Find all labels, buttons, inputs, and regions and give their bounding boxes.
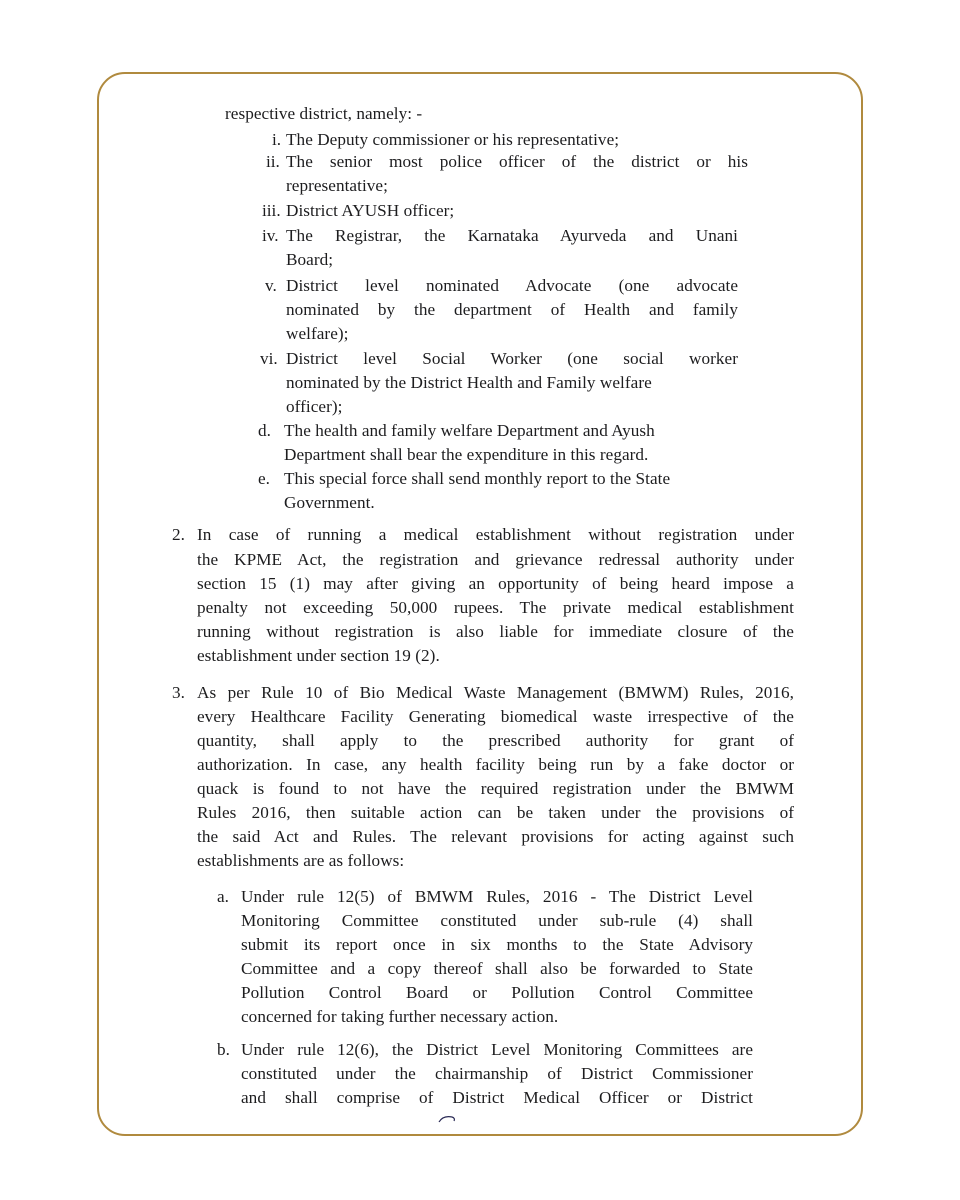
list-item-text: The Registrar, the Karnataka Ayurveda and Unani <box>286 226 738 245</box>
list-marker: d. <box>258 421 271 440</box>
paragraph-line: constituted under the chairmanship of District Commissioner <box>241 1064 753 1083</box>
list-marker: iii. <box>262 201 281 220</box>
list-item-text: District level nominated Advocate (one advocate <box>286 276 738 295</box>
point-number: 2. <box>172 525 185 544</box>
list-item-text: Board; <box>286 250 334 269</box>
paragraph-line: quantity, shall apply to the prescribed authority for grant of <box>197 731 794 750</box>
list-marker: b. <box>217 1040 230 1059</box>
paragraph-line: submit its report once in six months to the State Advisory <box>241 935 753 954</box>
list-item-text: representative; <box>286 176 388 195</box>
list-marker: iv. <box>262 226 279 245</box>
list-item-text: officer); <box>286 397 343 416</box>
paragraph-line: In case of running a medical establishment without registration under <box>197 525 794 544</box>
list-item-text: nominated by the department of Health and family <box>286 300 738 319</box>
paragraph-line: As per Rule 10 of Bio Medical Waste Management (BMWM) Rules, 2016, <box>197 683 794 702</box>
list-marker: v. <box>265 276 277 295</box>
paragraph-line: the KPME Act, the registration and grievance redressal authority under <box>197 550 794 569</box>
list-item-text: District AYUSH officer; <box>286 201 455 220</box>
paragraph-line: establishments are as follows: <box>197 851 405 870</box>
list-item-text: nominated by the District Health and Family welfare <box>286 373 652 392</box>
paragraph-line: Under rule 12(5) of BMWM Rules, 2016 - The District Level <box>241 887 753 906</box>
paragraph-line: running without registration is also liable for immediate closure of the <box>197 622 794 641</box>
paragraph-line: Rules 2016, then suitable action can be taken under the provisions of <box>197 803 794 822</box>
paragraph-line: penalty not exceeding 50,000 rupees. The private medical establishment <box>197 598 794 617</box>
paragraph-line: the said Act and Rules. The relevant provisions for acting against such <box>197 827 794 846</box>
paragraph-line: section 15 (1) may after giving an opportunity of being heard impose a <box>197 574 794 593</box>
paragraph-line: Pollution Control Board or Pollution Control Committee <box>241 983 753 1002</box>
paragraph-line: every Healthcare Facility Generating biomedical waste irrespective of the <box>197 707 794 726</box>
list-item-text: The Deputy commissioner or his representative; <box>286 130 620 149</box>
list-marker: vi. <box>260 349 278 368</box>
list-marker: i. <box>272 130 282 149</box>
list-item-text: The senior most police officer of the district or his <box>286 152 748 171</box>
point-number: 3. <box>172 683 185 702</box>
list-item-text: District level Social Worker (one social worker <box>286 349 738 368</box>
list-marker: a. <box>217 887 229 906</box>
list-item-text: Government. <box>284 493 375 512</box>
list-item-text: The health and family welfare Department and Ayush <box>284 421 655 440</box>
list-item-text: welfare); <box>286 324 349 343</box>
paragraph-line: Monitoring Committee constituted under sub-rule (4) shall <box>241 911 753 930</box>
paragraph-line: concerned for taking further necessary action. <box>241 1007 559 1026</box>
paragraph-line: and shall comprise of District Medical Officer or District <box>241 1088 753 1107</box>
handwritten-mark-icon <box>438 1115 456 1123</box>
paragraph-line: Under rule 12(6), the District Level Monitoring Committees are <box>241 1040 753 1059</box>
paragraph-line: Committee and a copy thereof shall also be forwarded to State <box>241 959 753 978</box>
intro-text: respective district, namely: - <box>225 104 423 123</box>
list-marker: e. <box>258 469 270 488</box>
paragraph-line: quack is found to not have the required registration under the BMWM <box>197 779 794 798</box>
paragraph-line: authorization. In case, any health facility being run by a fake doctor or <box>197 755 794 774</box>
list-marker: ii. <box>266 152 280 171</box>
list-item-text: Department shall bear the expenditure in this regard. <box>284 445 649 464</box>
list-item-text: This special force shall send monthly report to the State <box>284 469 671 488</box>
paragraph-line: establishment under section 19 (2). <box>197 646 440 665</box>
